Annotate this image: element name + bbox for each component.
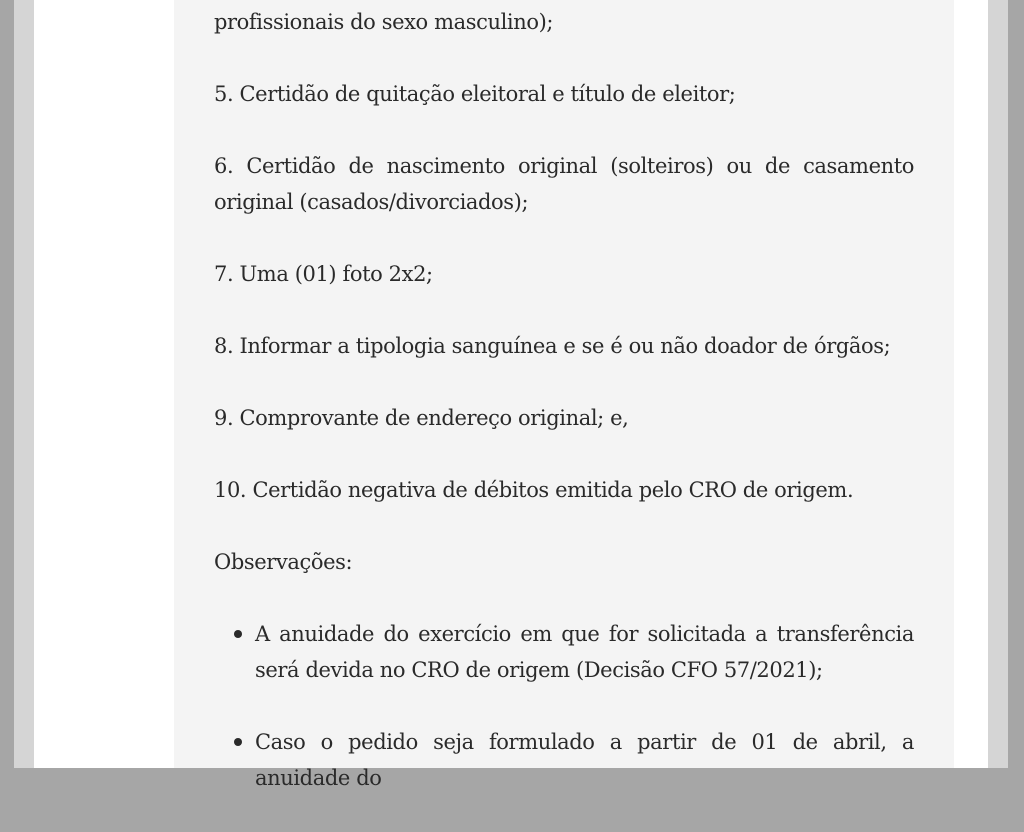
document-text	[214, 4, 914, 832]
paragraph-item-6: 6. Certidão de nascimento original (solteiros) ou de casamento original (casados/divorciados);	[214, 154, 914, 214]
observation-item	[255, 724, 914, 796]
observations-list	[214, 616, 914, 796]
bullet-icon	[234, 738, 242, 746]
page-background	[34, 0, 988, 790]
paragraph-item-9: 9. Comprovante de endereço original; e,	[214, 406, 629, 430]
observation-text: Caso o pedido seja formulado a partir de 01 de abril, a anuidade do	[255, 730, 914, 790]
paragraph-item-8: 8. Informar a tipologia sanguínea e se é ou não doador de órgãos;	[214, 334, 891, 358]
paragraph-item-5: 5. Certidão de quitação eleitoral e título de eleitor;	[214, 82, 736, 106]
paragraph-item-10: 10. Certidão negativa de débitos emitida pelo CRO de origem.	[214, 478, 854, 502]
observation-item	[255, 616, 914, 688]
paragraph-item-7: 7. Uma (01) foto 2x2;	[214, 262, 433, 286]
bullet-icon	[234, 630, 242, 638]
document-content	[174, 0, 954, 790]
observations-heading: Observações:	[214, 550, 353, 574]
observation-text: A anuidade do exercício em que for solicitada a transferência será devida no CRO de origem (Decisão CFO 57/2021);	[255, 622, 914, 682]
paragraph-item-4-continuation: profissionais do sexo masculino);	[214, 10, 554, 34]
